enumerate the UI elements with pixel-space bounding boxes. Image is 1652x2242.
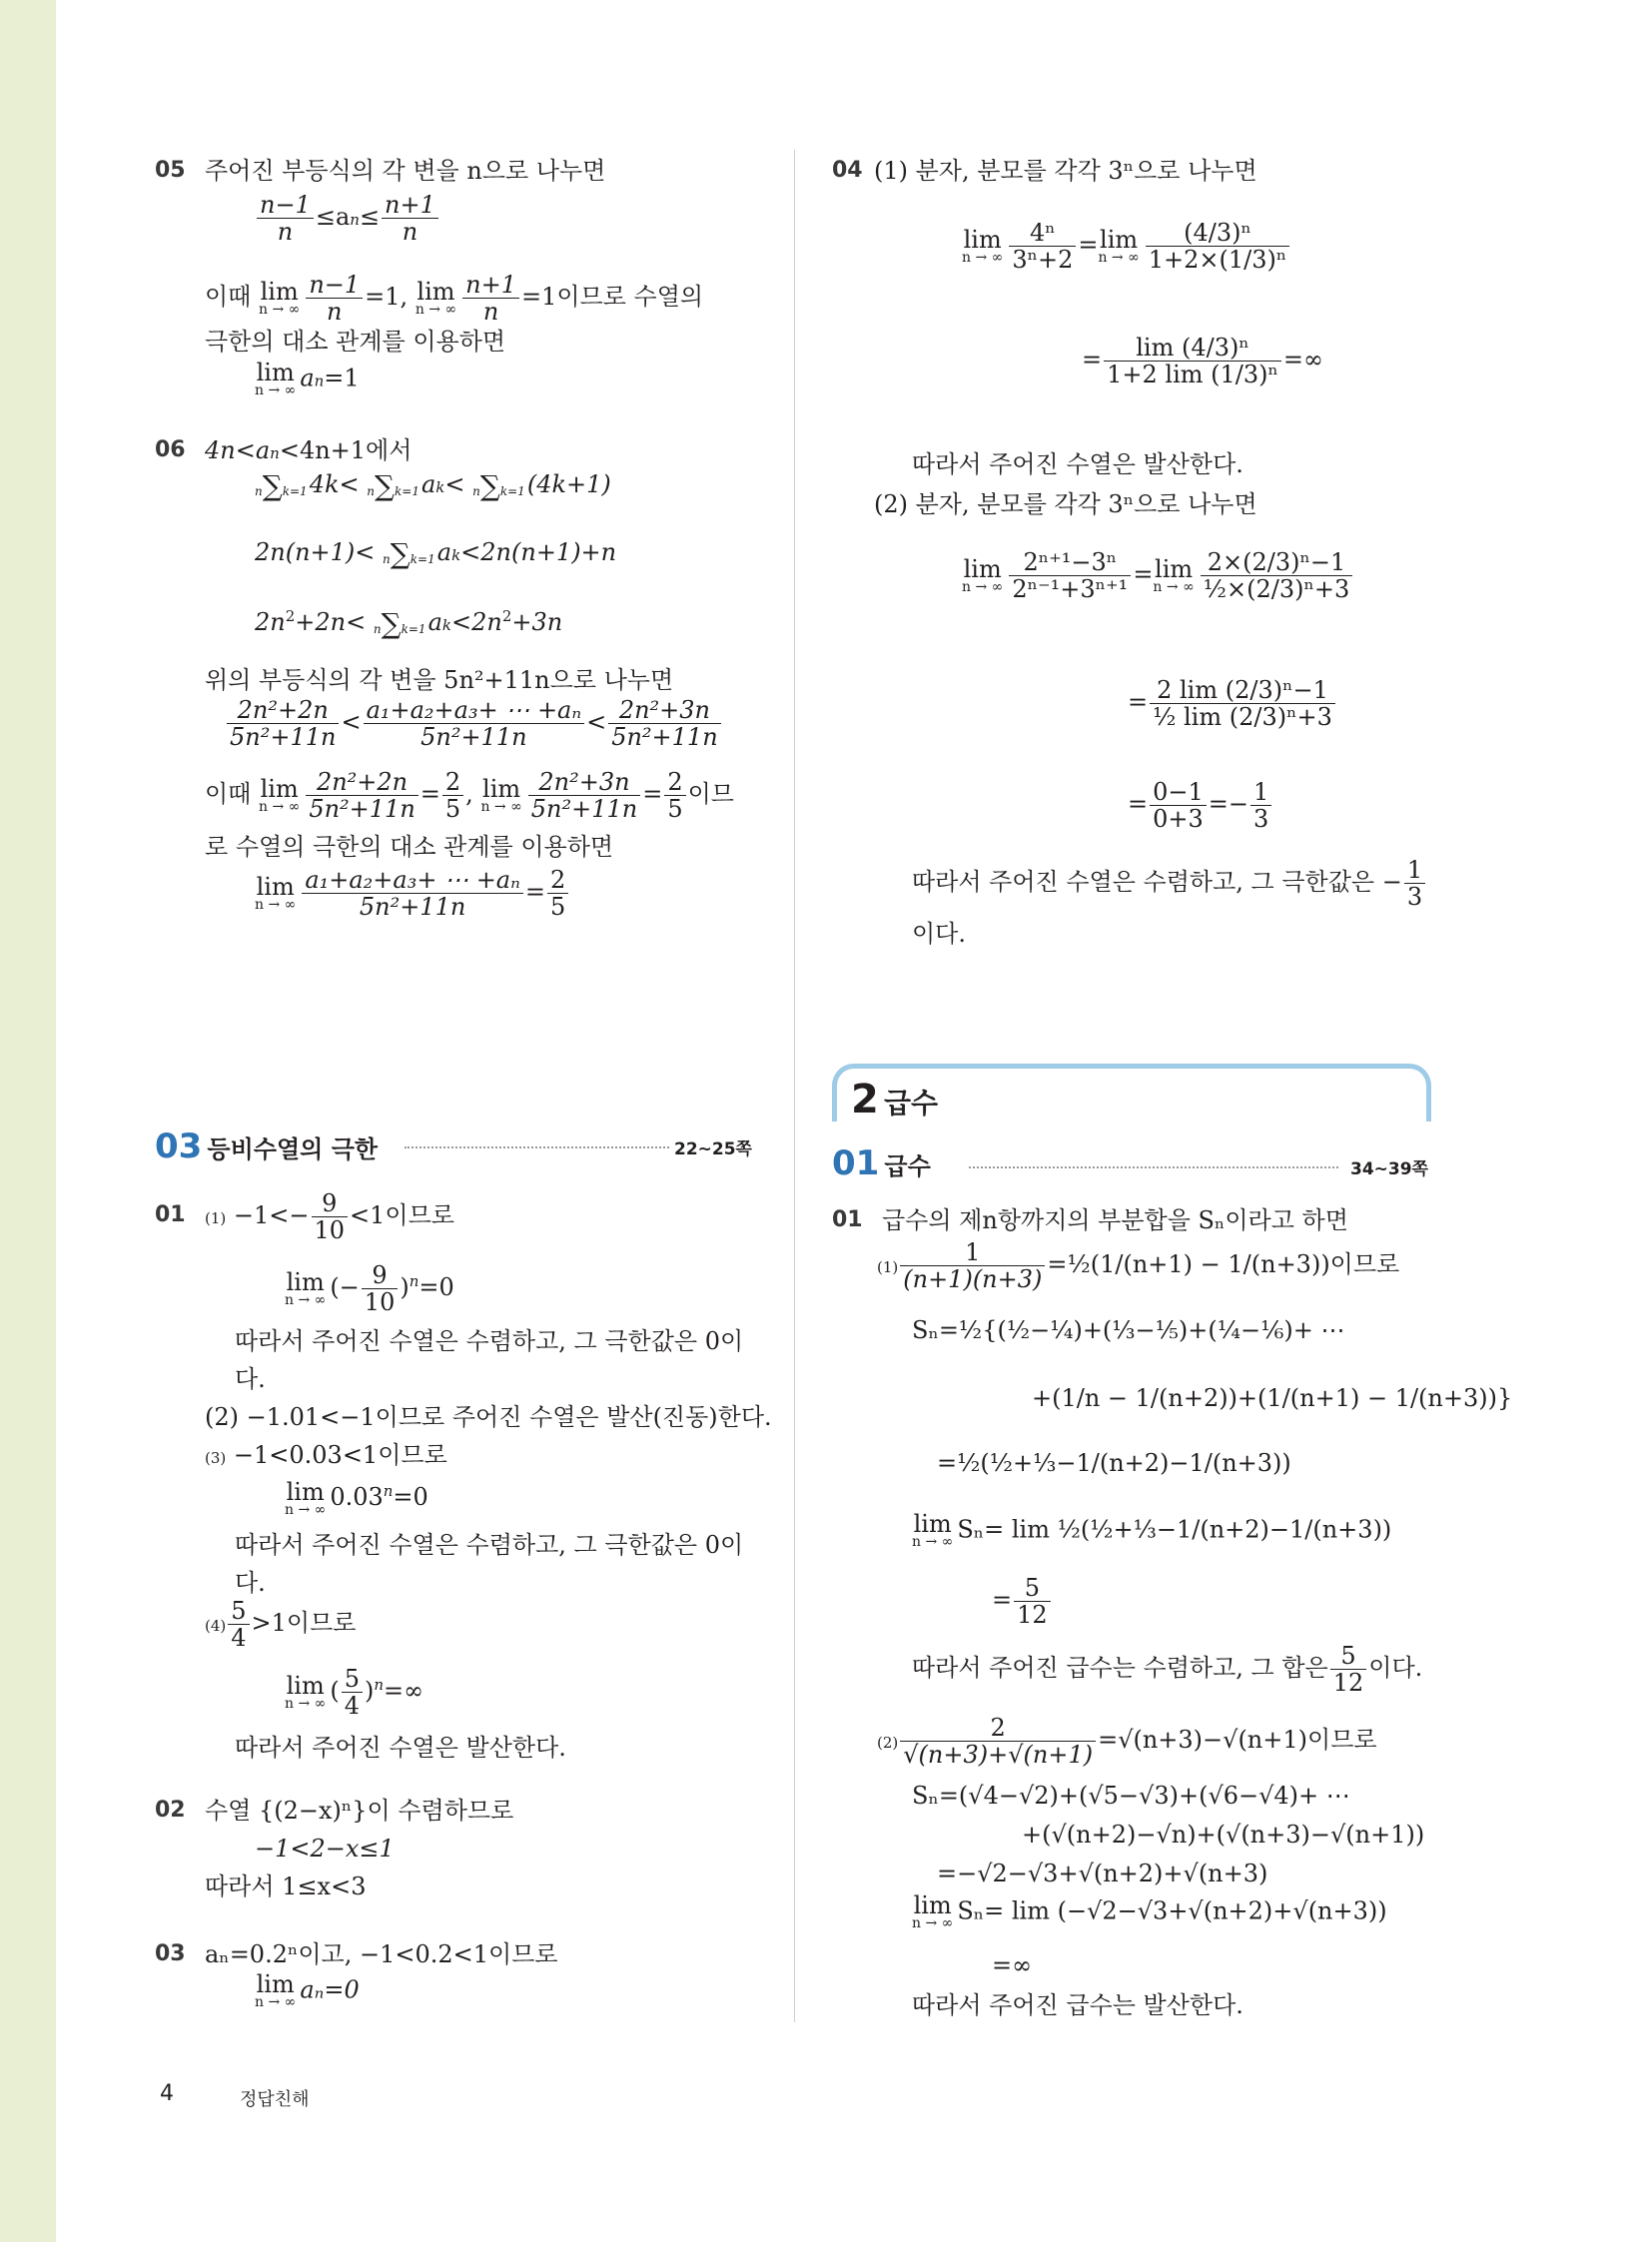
text-line: 급수의 제n항까지의 부분합을 Sₙ이라고 하면 xyxy=(882,1206,1348,1234)
math-line: =−√2−√3+√(n+2)+√(n+3) xyxy=(937,1860,1268,1887)
math-line: +(1/n − 1/(n+2))+(1/(n+1) − 1/(n+3))} xyxy=(1032,1384,1513,1412)
problem-number: 03 xyxy=(155,1941,186,1966)
math-line: Sₙ=½{(½−¼)+(⅓−⅕)+(¼−⅙)+ ⋯ xyxy=(912,1316,1345,1344)
text-line: 다. xyxy=(235,1365,266,1393)
math-line: $\frac{\text{2n²+2n}}{\text{5n²+11n}}$ < $\frac{\text{a₁+a₂+a₃+ ⋯ +aₙ}}{\text{5n²+11n}}$ < $\frac{\text{2n²+3n}}{\text{5n²+11n}}$ xyxy=(225,697,723,750)
math-line: −1<2−x≤1 xyxy=(255,1835,395,1863)
column-divider xyxy=(794,150,795,2022)
math-line: lim n → ∞ Sₙ= lim (−√2−√3+√(n+2)+√(n+3)) xyxy=(912,1891,1387,1931)
text-line: 이다. xyxy=(912,920,966,948)
math-line: 2n(n+1)< n∑k=1ak<2n(n+1)+n xyxy=(255,536,617,570)
text-line: (2) 분자, 분모를 각각 3ⁿ으로 나누면 xyxy=(874,490,1257,518)
section-title: 등비수열의 극한 xyxy=(207,1135,379,1163)
text-line: 따라서 주어진 수열은 수렴하고, 그 극한값은 0이 xyxy=(235,1327,744,1355)
text-line: 따라서 주어진 수열은 발산한다. xyxy=(912,450,1243,478)
section-number: 01 xyxy=(832,1143,880,1183)
math-line: lim n → ∞ an=1 xyxy=(255,359,360,398)
text-line: 극한의 대소 관계를 이용하면 xyxy=(205,328,506,356)
section-header-01 xyxy=(832,1143,931,1183)
problem-number: 01 xyxy=(832,1207,863,1232)
math-line: =∞ xyxy=(992,1951,1033,1979)
text-line: 따라서 주어진 급수는 발산한다. xyxy=(912,1991,1243,2019)
page-range: 22~25쪽 xyxy=(674,1139,752,1159)
section-number: 03 xyxy=(155,1126,203,1166)
limit: lim n → ∞ xyxy=(259,277,301,318)
text-line: (2) −1.01<−1이므로 주어진 수열은 발산(진동)한다. xyxy=(205,1403,772,1431)
math-line: (4) $\frac{5}{4}$ >1이므로 xyxy=(205,1597,357,1652)
math-line: n∑k=14k< n∑k=1ak< n∑k=1(4k+1) xyxy=(255,468,611,502)
page-number: 4 xyxy=(160,2081,174,2106)
sigma: n∑k=1 xyxy=(255,468,308,502)
math-line: Sₙ=(√4−√2)+(√5−√3)+(√6−√4)+ ⋯ xyxy=(912,1782,1350,1810)
text-line: 위의 부등식의 각 변을 5n²+11n으로 나누면 xyxy=(205,666,674,694)
math-line: lim n → ∞ $0.03^n=0$ xyxy=(285,1477,428,1518)
math-line: $\frac{n-1}{n}$ ≤an≤ $\frac{n+1}{n}$ xyxy=(255,192,440,245)
chapter-header xyxy=(851,1077,938,1122)
text-line: 수열 {(2−x)ⁿ}이 수렴하므로 xyxy=(205,1797,514,1825)
math-line: (3) −1<0.03<1이므로 xyxy=(205,1441,447,1469)
math-line: +(√(n+2)−√n)+(√(n+3)−√(n+1)) xyxy=(1022,1821,1425,1849)
chapter-title: 급수 xyxy=(883,1087,939,1120)
side-stripe xyxy=(0,0,56,2242)
fraction: $\frac{n+1}{n}$ xyxy=(382,192,438,245)
math-line: (2) $\frac{2}{√(n+3)+√(n+1)}$ =√(n+3)−√(n+1)이므로 xyxy=(877,1714,1377,1769)
dot-leader xyxy=(969,1166,1338,1168)
text-line: 따라서 1≤x<3 xyxy=(205,1872,367,1900)
math-line: 이때 lim n → ∞ $\frac{n-1}{n}$ =1, lim n → ∞ $\frac{n+1}{n}$ =1이므로 수열의 xyxy=(205,271,704,326)
limit: lim n → ∞ xyxy=(414,277,457,318)
problem-number: 06 xyxy=(155,437,186,462)
math-line: = $\frac{\text{2 lim (2/3)ⁿ−1}}{\text{½ lim (2/3)ⁿ+3}}$ xyxy=(1128,677,1337,730)
math-line: =½(½+⅓−1/(n+2)−1/(n+3)) xyxy=(937,1449,1291,1477)
page-range: 34~39쪽 xyxy=(1350,1159,1428,1179)
math-line: lim n → ∞ $\frac{\text{4ⁿ}}{\text{3ⁿ+2}}$ = lim n → ∞ $\frac{\text{(4/3)ⁿ}}{\text{1+2×(1/3)ⁿ}}$ xyxy=(962,220,1291,273)
math-line: lim n → ∞ ( $\frac{5}{4}$ )$^n$=∞ xyxy=(285,1665,424,1720)
text-line: 주어진 부등식의 각 변을 n으로 나누면 xyxy=(205,157,606,185)
math-line: lim n → ∞ (− $\frac{9}{10}$ )$^n$=0 xyxy=(285,1261,454,1316)
math-line: = $\frac{5}{12}$ xyxy=(992,1575,1053,1628)
math-line: 따라서 주어진 수열은 수렴하고, 그 극한값은 − $\frac{1}{3}$ xyxy=(912,857,1427,910)
math-line: 따라서 주어진 급수는 수렴하고, 그 합은 $\frac{5}{12}$ 이다. xyxy=(912,1642,1423,1697)
text-line: 따라서 주어진 수열은 발산한다. xyxy=(235,1734,566,1762)
fraction: $\frac{n-1}{n}$ xyxy=(257,192,314,245)
text-line: (1) 분자, 분모를 각각 3ⁿ으로 나누면 xyxy=(874,157,1257,185)
math-line: lim n → ∞ aₙ=0 xyxy=(255,1970,360,2010)
section-title: 급수 xyxy=(884,1152,931,1180)
math-line: $2n^2+2n< n\sum k=1ak<2n^2+3n$ xyxy=(255,606,563,640)
math-line: lim n → ∞ $\frac{\text{a₁+a₂+a₃+ ⋯ +aₙ}}{\text{5n²+11n}}$ = $\frac{2}{5}$ xyxy=(255,867,570,920)
math-line: = $\frac{\text{lim (4/3)ⁿ}}{\text{1+2 lim (1/3)ⁿ}}$ =∞ xyxy=(1082,334,1323,388)
problem-number: 02 xyxy=(155,1798,186,1823)
math-line: 4n<an<4n+1에서 xyxy=(205,436,413,464)
dot-leader xyxy=(405,1146,669,1148)
math-line: lim n → ∞ Sₙ= lim ½(½+⅓−1/(n+2)−1/(n+3)) xyxy=(912,1510,1392,1550)
math-line: lim n → ∞ $\frac{\text{2ⁿ⁺¹−3ⁿ}}{\text{2ⁿ⁻¹+3ⁿ⁺¹}}$ = lim n → ∞ $\frac{\text{2×(2/3)ⁿ−1}}{\text{½×(2/3)ⁿ+3}}$ xyxy=(962,549,1354,602)
math-line: 이때 lim n → ∞ $\frac{\text{2n²+2n}}{\text{5n²+11n}}$ = $\frac{2}{5}$ , lim n → ∞ $\frac{\text{2n²+3n}}{\text{5n²+11n}}$ = $\frac{2}{5}$ 이므 xyxy=(205,768,734,823)
chapter-number: 2 xyxy=(851,1077,879,1122)
section-header-03 xyxy=(155,1126,378,1166)
text-line: aₙ=0.2ⁿ이고, −1<0.2<1이므로 xyxy=(205,1940,558,1968)
problem-number: 04 xyxy=(832,158,863,183)
text-line: 다. xyxy=(235,1569,266,1597)
problem-number: 05 xyxy=(155,158,186,183)
text-line: 로 수열의 극한의 대소 관계를 이용하면 xyxy=(205,833,614,861)
math-line: = $\frac{0-1}{0+3}$ =− $\frac{1}{3}$ xyxy=(1128,779,1273,832)
book-label: 정답친해 xyxy=(240,2089,310,2110)
math-line: (1) −1<− $\frac{9}{10}$ <1이므로 xyxy=(205,1189,454,1244)
math-line: (1) $\frac{1}{(n+1)(n+3)}$ =½(1/(n+1) − 1/(n+3))이므로 xyxy=(877,1238,1400,1293)
text-line: 따라서 주어진 수열은 수렴하고, 그 극한값은 0이 xyxy=(235,1531,744,1559)
problem-number: 01 xyxy=(155,1202,186,1227)
